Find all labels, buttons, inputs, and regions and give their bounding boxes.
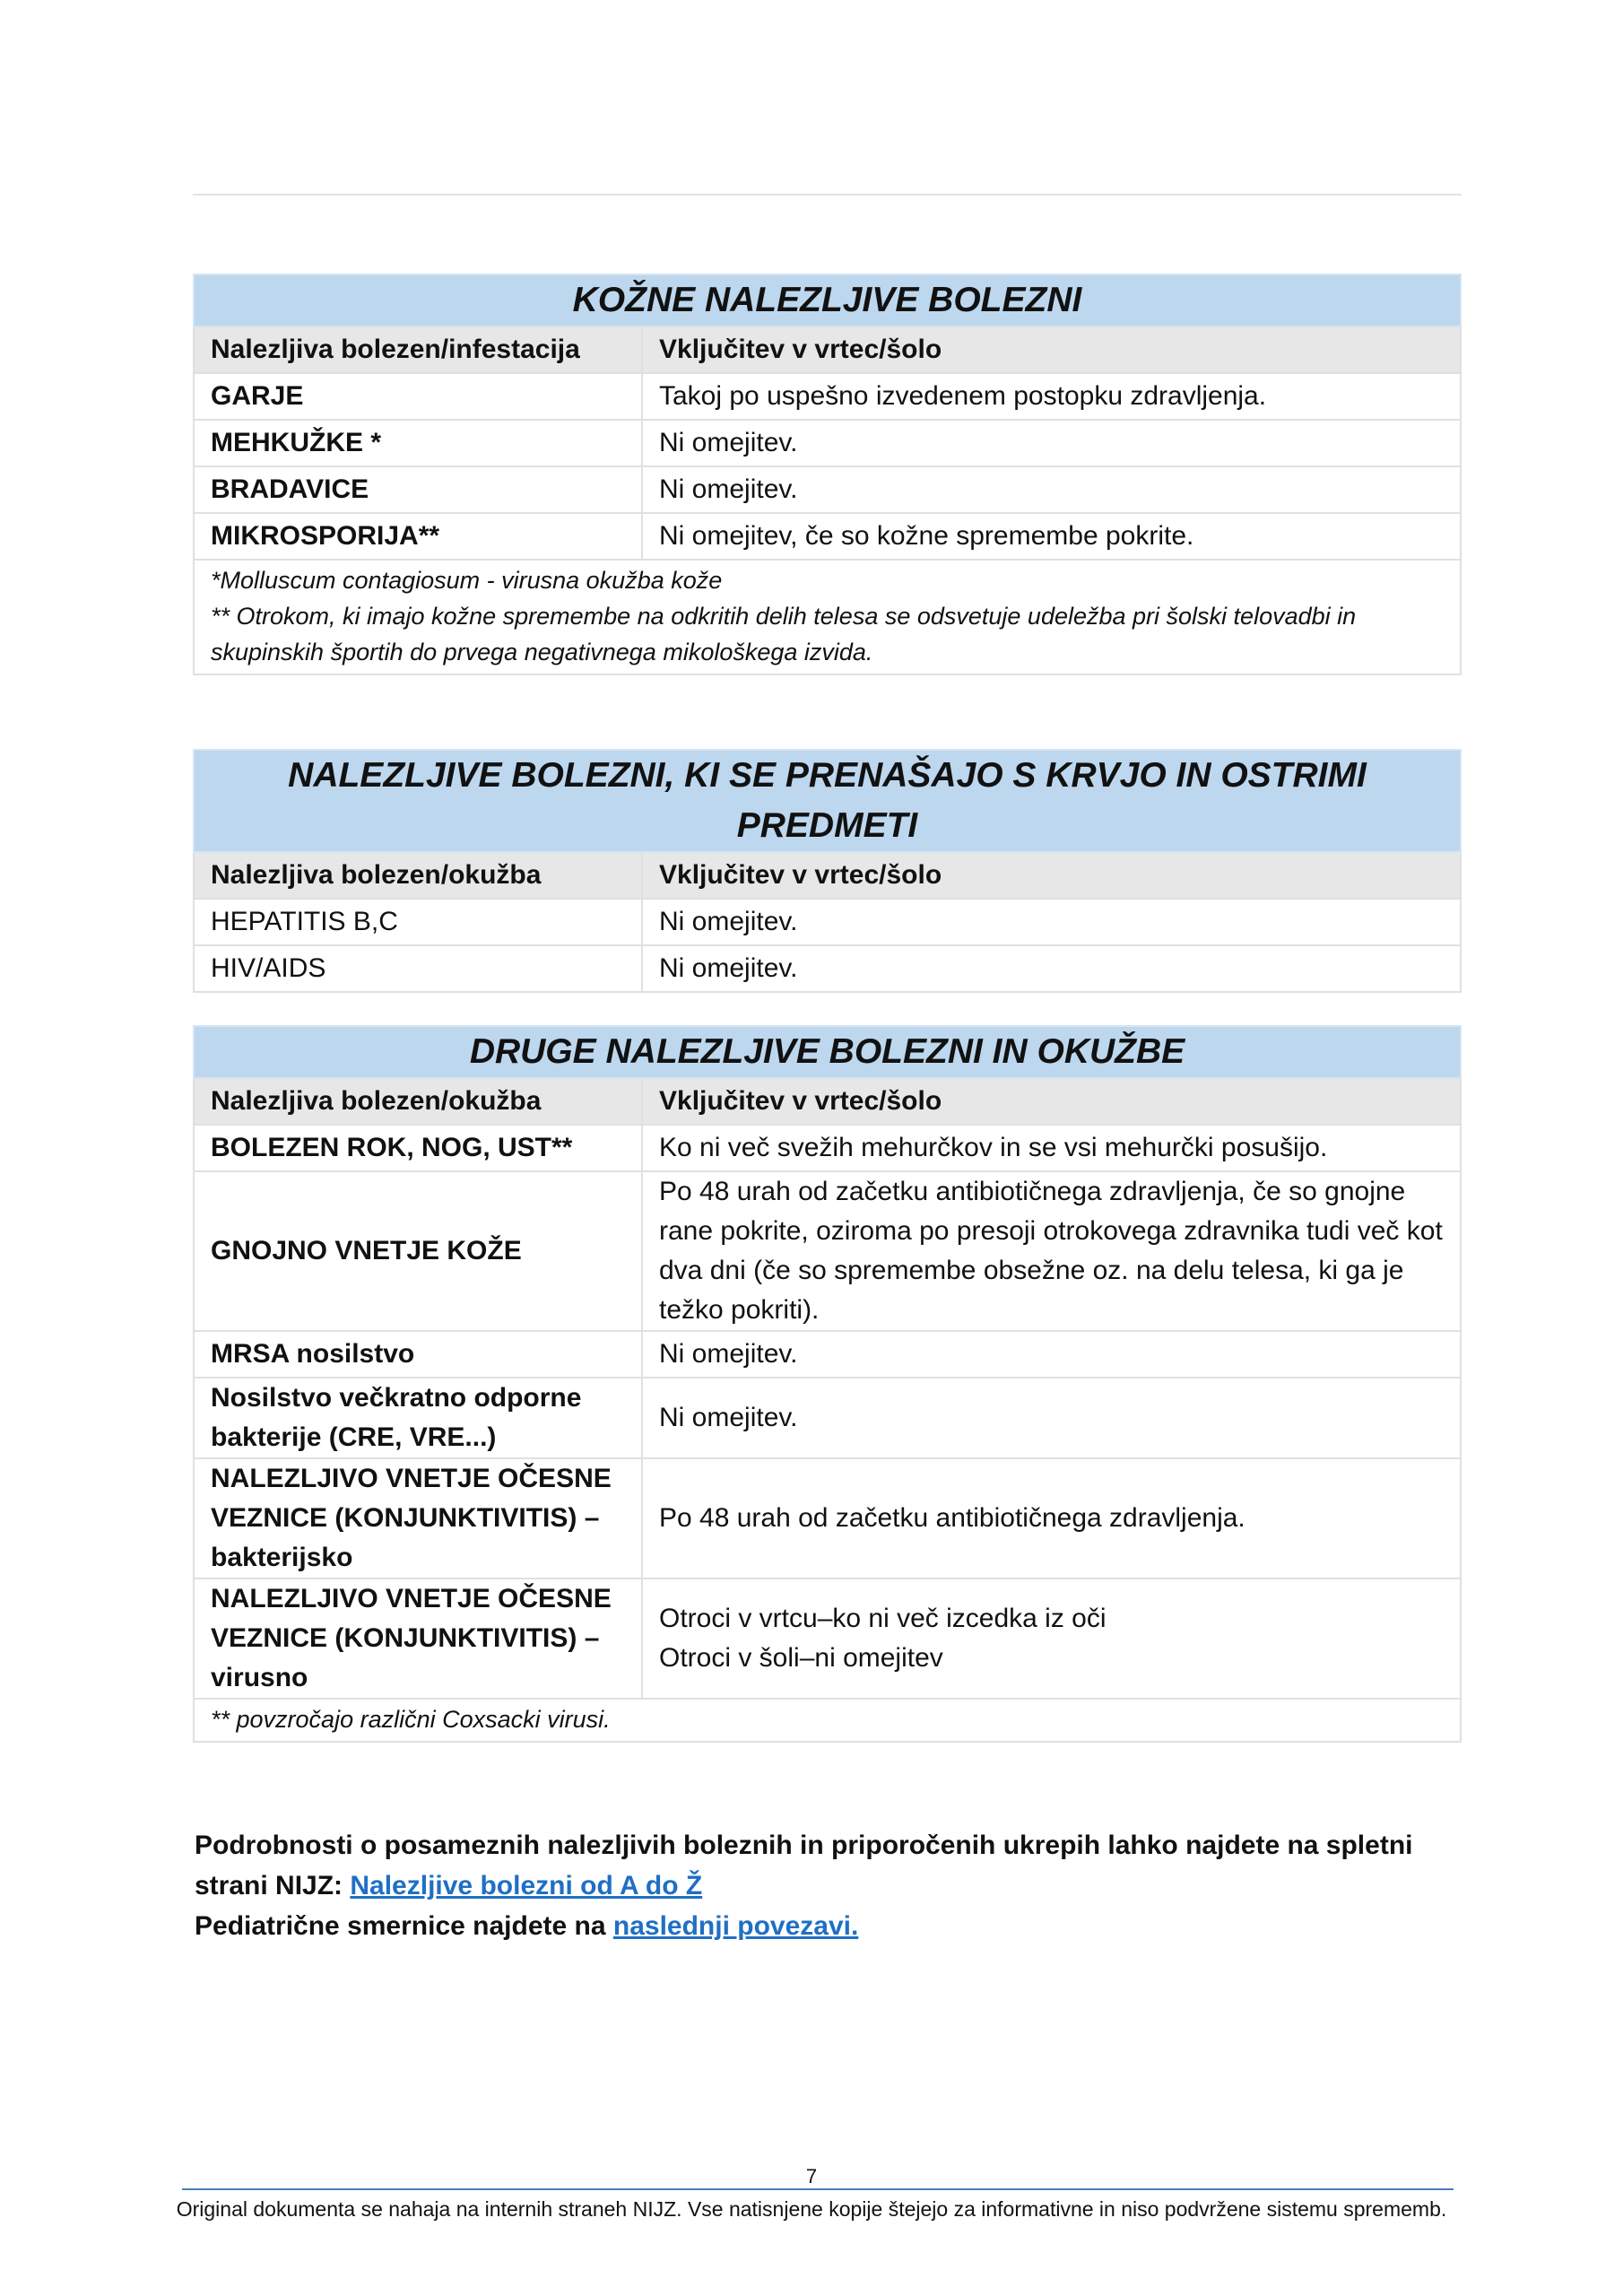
inclusion-rule: Ko ni več svežih mehurčkov in se vsi mehurčki posušijo.	[642, 1125, 1461, 1171]
disease-name: MEHKUŽKE *	[194, 420, 642, 466]
info-text: Pediatrične smernice najdete na	[195, 1911, 613, 1941]
inclusion-rule: Ni omejitev.	[642, 1331, 1461, 1378]
column-header: Vključitev v vrtec/šolo	[642, 326, 1461, 373]
footer-rule	[182, 2188, 1454, 2190]
inclusion-rule: Po 48 urah od začetku antibiotičnega zdravljenja.	[642, 1458, 1461, 1578]
inclusion-rule: Ni omejitev.	[642, 466, 1461, 513]
inclusion-rule: Ni omejitev.	[642, 899, 1461, 945]
inclusion-rule: Ni omejitev.	[642, 1378, 1461, 1458]
disease-name: NALEZLJIVO VNETJE OČESNE VEZNICE (KONJUNKTIVITIS) – bakterijsko	[194, 1458, 642, 1578]
inclusion-rule: Ni omejitev.	[642, 945, 1461, 992]
disease-name: GNOJNO VNETJE KOŽE	[194, 1171, 642, 1331]
footnote-line: *Molluscum contagiosum - virusna okužba kože	[211, 567, 723, 594]
column-header: Vključitev v vrtec/šolo	[642, 852, 1461, 899]
table-footnote	[194, 560, 1461, 674]
table-footnote: ** povzročajo različni Coxsacki virusi.	[194, 1699, 1461, 1742]
info-text: strani NIJZ:	[195, 1871, 351, 1900]
column-header: Nalezljiva bolezen/okužba	[194, 1078, 642, 1125]
disease-name: NALEZLJIVO VNETJE OČESNE VEZNICE (KONJUNKTIVITIS) – virusno	[194, 1578, 642, 1699]
info-line	[195, 1866, 1468, 1906]
blood-borne-diseases-table	[193, 749, 1462, 993]
inclusion-rule-line: Otroci v vrtcu–ko ni več izcedka iz oči	[659, 1604, 1107, 1633]
table-title: NALEZLJIVE BOLEZNI, KI SE PRENAŠAJO S KRVJO IN OSTRIMI PREDMETI	[194, 750, 1461, 852]
inclusion-rule: Takoj po uspešno izvedenem postopku zdravljenja.	[642, 373, 1461, 420]
info-line	[195, 1906, 1468, 1946]
skin-diseases-table	[193, 274, 1462, 675]
footnote-line: ** Otrokom, ki imajo kožne spremembe na odkritih delih telesa se odsvetuje udeležba pri šolski telovadbi in skupinskih športih do prvega negativnega mikološkega izvida.	[211, 603, 1357, 665]
other-diseases-table	[193, 1025, 1462, 1743]
header-rule	[193, 194, 1462, 196]
diseases-a-z-link[interactable]: Nalezljive bolezni od A do Ž	[350, 1871, 703, 1900]
footer-disclaimer: Original dokumenta se nahaja na internih straneh NIJZ. Vse natisnjene kopije štejejo za informativne in niso podvržene sistemu sprememb.	[176, 2197, 1447, 2221]
disease-name: HEPATITIS B,C	[194, 899, 642, 945]
page-number: 7	[805, 2165, 818, 2187]
disease-name: MIKROSPORIJA**	[194, 513, 642, 560]
info-line: Podrobnosti o posameznih nalezljivih boleznih in priporočenih ukrepih lahko najdete na spletni	[195, 1831, 1413, 1860]
disease-name: Nosilstvo večkratno odporne bakterije (CRE, VRE...)	[194, 1378, 642, 1458]
column-header: Nalezljiva bolezen/okužba	[194, 852, 642, 899]
pediatric-guidelines-link[interactable]: naslednji povezavi.	[612, 1911, 859, 1941]
column-header: Vključitev v vrtec/šolo	[642, 1078, 1461, 1125]
inclusion-rule: Ni omejitev.	[642, 420, 1461, 466]
inclusion-rule	[642, 1578, 1461, 1699]
disease-name: BRADAVICE	[194, 466, 642, 513]
inclusion-rule: Po 48 urah od začetku antibiotičnega zdravljenja, če so gnojne rane pokrite, oziroma po presoji otrokovega zdravnika tudi več kot dva dni (če so spremembe obsežne oz. na delu telesa, ki ga je težko pokriti).	[642, 1171, 1461, 1331]
disease-name: MRSA nosilstvo	[194, 1331, 642, 1378]
inclusion-rule: Ni omejitev, če so kožne spremembe pokrite.	[642, 513, 1461, 560]
disease-name: GARJE	[194, 373, 642, 420]
table-title: KOŽNE NALEZLJIVE BOLEZNI	[194, 274, 1461, 326]
column-header: Nalezljiva bolezen/infestacija	[194, 326, 642, 373]
inclusion-rule-line: Otroci v šoli–ni omejitev	[659, 1643, 943, 1673]
disease-name: HIV/AIDS	[194, 945, 642, 992]
disease-name: BOLEZEN ROK, NOG, UST**	[194, 1125, 642, 1171]
table-title: DRUGE NALEZLJIVE BOLEZNI IN OKUŽBE	[194, 1026, 1461, 1078]
info-paragraph	[195, 1825, 1468, 1946]
